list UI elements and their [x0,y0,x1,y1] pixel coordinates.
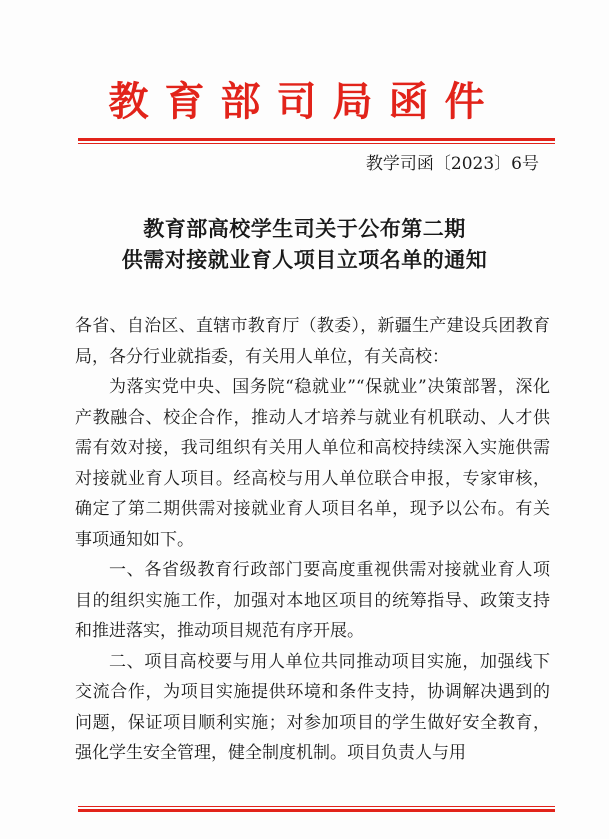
footer-red-rule [78,806,555,812]
document-number: 教学司函〔2023〕6号 [365,154,539,174]
rule-thick-line [78,809,555,812]
body-paragraph: 二、项目高校要与用人单位共同推动项目实施，加强线下交流合作，为项目实施提供环境和条件支持，协调解决遇到的问题，保证项目顺利实施；对参加项目的学生做好安全教育，强化学生安全管理，健全制度机制。项目负责人与用 [75,651,550,763]
masthead-red-rule [78,138,555,144]
notice-title-line-1: 教育部高校学生司关于公布第二期 [143,217,466,241]
masthead-title: 教育部司局函件 [108,78,501,125]
salutation-paragraph: 各省、自治区、直辖市教育厅（教委），新疆生产建设兵团教育局，各分行业就指委，有关用人单位，有关高校： [75,316,550,367]
rule-thin-line [78,806,555,807]
notice-title-line-2: 供需对接就业育人项目立项名单的通知 [121,248,488,272]
rule-thin-line [78,143,555,144]
rule-thick-line [78,138,555,141]
body-paragraph: 一、各省级教育行政部门要高度重视供需对接就业育人项目的组织实施工作，加强对本地区项目的统筹指导、政策支持和推进落实，推动项目规范有序开展。 [75,560,550,641]
notice-body [75,311,550,769]
body-paragraph: 为落实党中央、国务院“稳就业”“保就业”决策部署，深化产教融合、校企合作，推动人才培养与就业有机联动、人才供需有效对接，我司组织有关用人单位和高校持续深入实施供需对接就业育人项目。经高校与用人单位联合申报，专家审核，确定了第二期供需对接就业育人项目名单，现予以公布。有关事项通知如下。 [75,377,550,550]
